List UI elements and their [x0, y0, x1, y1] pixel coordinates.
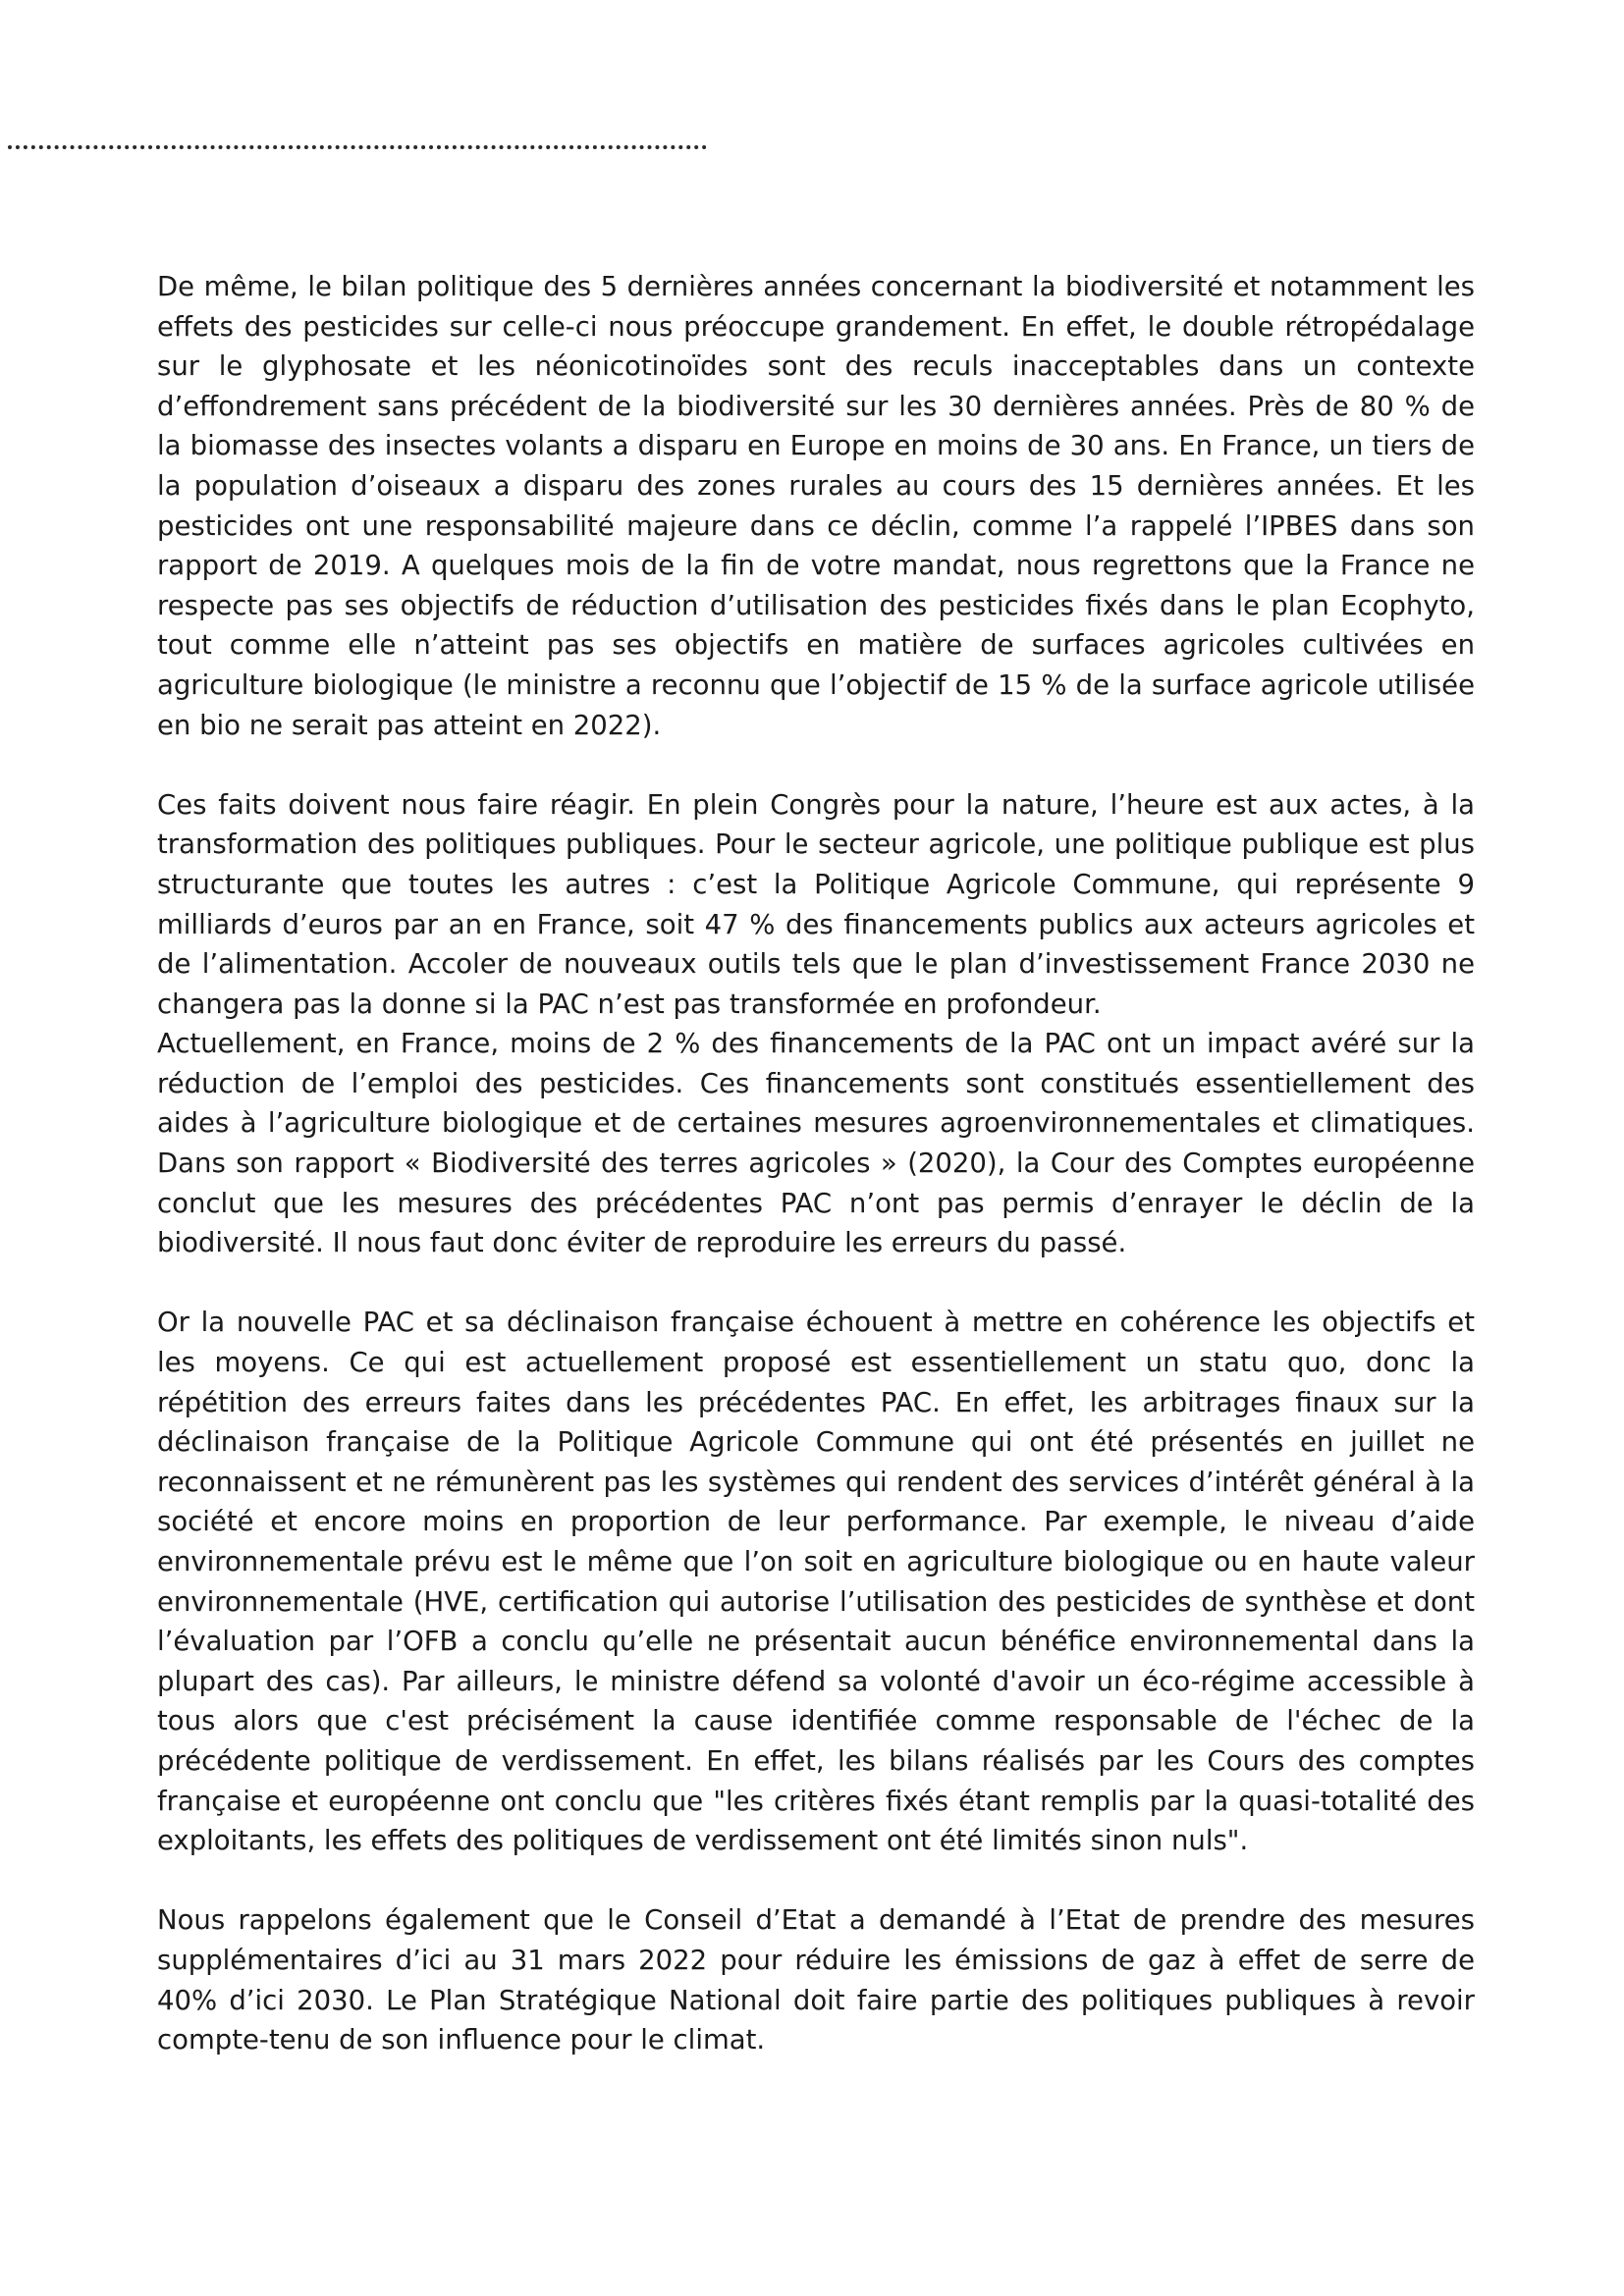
- document-body: [157, 267, 1475, 2060]
- paragraph-new-pac-critique: Or la nouvelle PAC et sa déclinaison française échouent à mettre en cohérence les objectifs et les moyens. Ce qui est actuellement proposé est essentiellement un statu quo, donc la répétition des erreurs faites dans les précédentes PAC. En effet, les arbitrages finaux sur la déclinaison française de la Politique Agricole Commune qui ont été présentés en juillet ne reconnaissent et ne rémunèrent pas les systèmes qui rendent des services d’intérêt général à la société et encore moins en proportion de leur performance. Par exemple, le niveau d’aide environnementale prévu est le même que l’on soit en agriculture biologique ou en haute valeur environnementale (HVE, certification qui autorise l’utilisation des pesticides de synthèse et dont l’évaluation par l’OFB a conclu qu’elle ne présentait aucun bénéfice environnemental dans la plupart des cas). Par ailleurs, le ministre défend sa volonté d'avoir un éco-régime accessible à tous alors que c'est précisément la cause identifiée comme responsable de l'échec de la précédente politique de verdissement. En effet, les bilans réalisés par les Cours des comptes française et européenne ont conclu que "les critères fixés étant remplis par la quasi-totalité des exploitants, les effets des politiques de verdissement ont été limités sinon nuls".: [157, 1307, 1475, 1857]
- paragraph-biodiversity-record: De même, le bilan politique des 5 dernières années concernant la biodiversité et notamment les effets des pesticides sur celle-ci nous préoccupe grandement. En effet, le double rétropédalage sur le glyphosate et les néonicotinoïdes sont des reculs inacceptables dans un contexte d’effondrement sans précédent de la biodiversité sur les 30 dernières années. Près de 80 % de la biomasse des insectes volants a disparu en Europe en moins de 30 ans. En France, un tiers de la population d’oiseaux a disparu des zones rurales au cours des 15 dernières années. Et les pesticides ont une responsabilité majeure dans ce déclin, comme l’a rappelé l’IPBES dans son rapport de 2019. A quelques mois de la fin de votre mandat, nous regrettons que la France ne respecte pas ses objectifs de réduction d’utilisation des pesticides fixés dans le plan Ecophyto, tout comme elle n’atteint pas ses objectifs en matière de surfaces agricoles cultivées en agriculture biologique (le ministre a reconnu que l’objectif de 15 % de la surface agricole utilisée en bio ne serait pas atteint en 2022).: [157, 271, 1475, 741]
- paragraph-call-to-action: Ces faits doivent nous faire réagir. En plein Congrès pour la nature, l’heure est aux actes, à la transformation des politiques publiques. Pour le secteur agricole, une politique publique est plus structurante que toutes les autres : c’est la Politique Agricole Commune, qui représente 9 milliards d’euros par an en France, soit 47 % des financements publics aux acteurs agricoles et de l’alimentation. Accoler de nouveaux outils tels que le plan d’investissement France 2030 ne changera pas la donne si la PAC n’est pas transformée en profondeur.: [157, 788, 1475, 1020]
- paragraph-climate-reminder: Nous rappelons également que le Conseil d’Etat a demandé à l’Etat de prendre des mesures supplémentaires d’ici au 31 mars 2022 pour réduire les émissions de gaz à effet de serre de 40% d’ici 2030. Le Plan Stratégique National doit faire partie des politiques publiques à revoir compte-tenu de son influence pour le climat.: [157, 1904, 1475, 2056]
- dotted-separator: [8, 145, 707, 149]
- paragraph-pac-funding: Actuellement, en France, moins de 2 % des financements de la PAC ont un impact avéré sur la réduction de l’emploi des pesticides. Ces financements sont constitués essentiellement des aides à l’agriculture biologique et de certaines mesures agroenvironnementales et climatiques. Dans son rapport « Biodiversité des terres agricoles » (2020), la Cour des Comptes européenne conclut que les mesures des précédentes PAC n’ont pas permis d’enrayer le déclin de la biodiversité. Il nous faut donc éviter de reproduire les erreurs du passé.: [157, 1028, 1475, 1259]
